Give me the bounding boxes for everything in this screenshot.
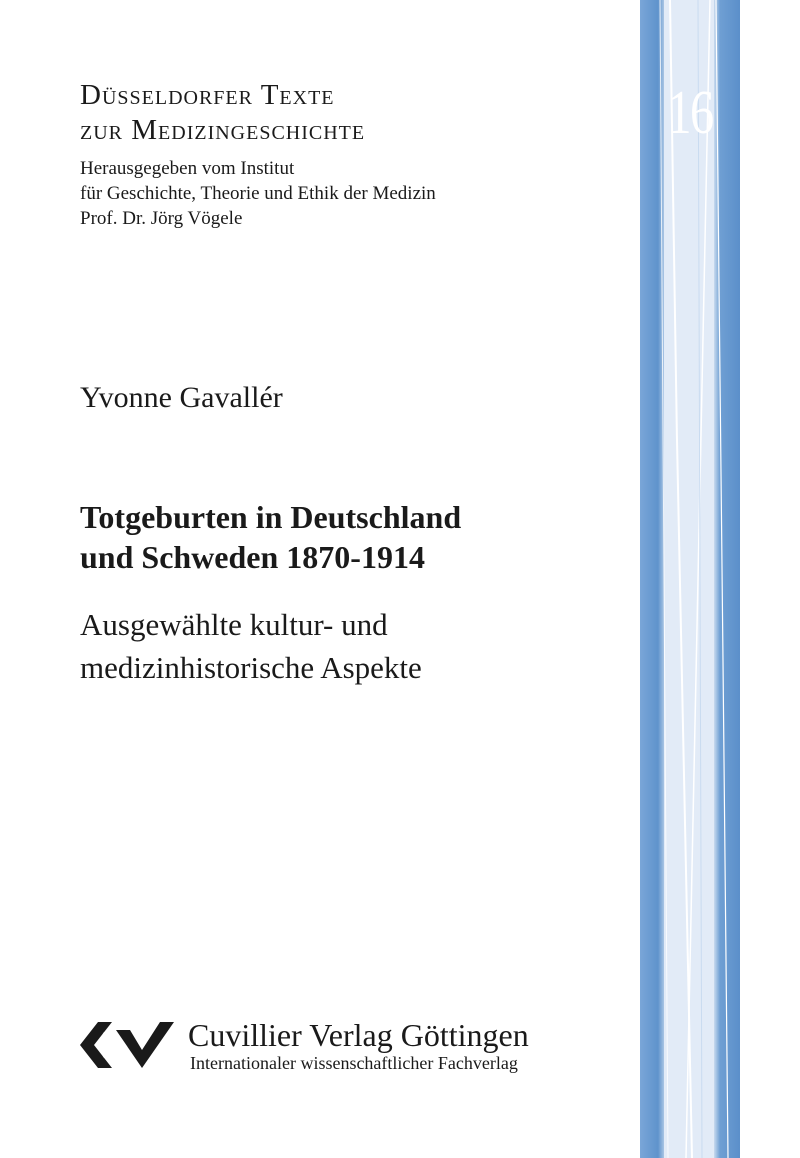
publisher-tagline: Internationaler wissenschaftlicher Fachverlag	[190, 1053, 518, 1073]
book-subtitle	[80, 603, 422, 689]
book-subtitle-line1: Ausgewählte kultur- und	[80, 607, 388, 642]
series-title-line1: Düsseldorfer Texte	[80, 79, 335, 111]
editor-line2: für Geschichte, Theorie und Ethik der Medizin	[80, 183, 436, 204]
spine-band	[640, 0, 740, 1158]
author-name: Yvonne Gavallér	[80, 381, 283, 414]
editor-line3: Prof. Dr. Jörg Vögele	[80, 208, 243, 229]
cuvillier-logo-icon	[78, 1020, 174, 1070]
book-subtitle-line2: medizinhistorische Aspekte	[80, 650, 422, 685]
book-title-line1: Totgeburten in Deutschland	[80, 499, 462, 535]
editor-block	[80, 156, 436, 231]
editor-line1: Herausgegeben vom Institut	[80, 158, 295, 179]
series-title-line2: zur Medizingeschichte	[80, 114, 366, 146]
publisher-name: Cuvillier Verlag Göttingen	[188, 1017, 529, 1053]
book-title	[80, 497, 461, 577]
series-title	[80, 78, 365, 148]
volume-number: 16	[667, 79, 713, 147]
book-title-line2: und Schweden 1870-1914	[80, 539, 425, 575]
